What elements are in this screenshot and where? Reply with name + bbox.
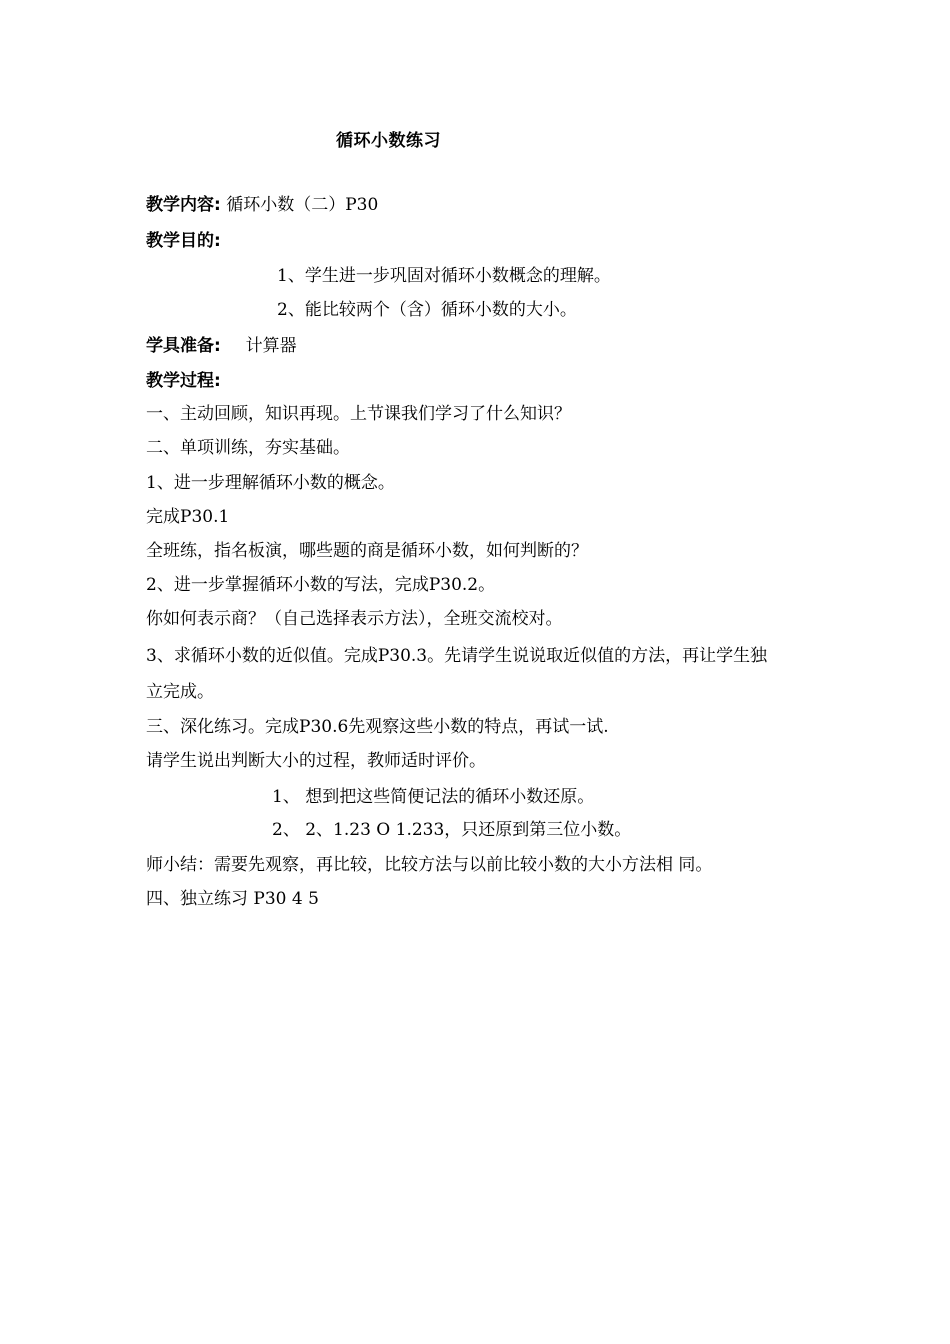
teaching-process-label: 教学过程:: [146, 371, 221, 391]
paragraph-7: 你如何表示商？（自己选择表示方法），全班交流校对。: [146, 609, 563, 629]
paragraph-13: 2、 2、1.23 O 1.233，只还原到第三位小数。: [272, 820, 632, 840]
tools-line: [146, 334, 297, 358]
teaching-process-line: [146, 369, 221, 393]
teaching-goal-label-line: [146, 229, 221, 253]
paragraph-2: 二、单项训练，夯实基础。: [146, 438, 350, 458]
paragraph-12: 1、 想到把这些简便记法的循环小数还原。: [272, 787, 595, 807]
teaching-goal-label: 教学目的:: [146, 231, 221, 251]
document-title: 循环小数练习: [336, 131, 441, 151]
paragraph-14: 师小结：需要先观察，再比较，比较方法与以前比较小数的大小方法相 同。: [146, 855, 713, 875]
paragraph-15: 四、独立练习 P30 4 5: [146, 889, 319, 909]
paragraph-8: 3、求循环小数的近似值。完成P30.3。先请学生说说取近似值的方法，再让学生独: [146, 646, 768, 666]
teaching-goal-1: 1、学生进一步巩固对循环小数概念的理解。: [277, 266, 611, 286]
paragraph-4: 完成P30.1: [146, 507, 230, 527]
teaching-content-line: [146, 193, 378, 217]
tools-value: 计算器: [245, 336, 297, 356]
teaching-content-value: 循环小数（二）P30: [226, 195, 379, 215]
paragraph-10: 三、深化练习。完成P30.6先观察这些小数的特点，再试一试.: [146, 717, 609, 737]
paragraph-5: 全班练，指名板演，哪些题的商是循环小数，如何判断的？: [146, 541, 588, 561]
teaching-goal-2: 2、能比较两个（含）循环小数的大小。: [277, 300, 577, 320]
paragraph-11: 请学生说出判断大小的过程，教师适时评价。: [146, 751, 486, 771]
paragraph-9: 立完成。: [146, 682, 214, 702]
teaching-content-label: 教学内容:: [146, 195, 221, 215]
paragraph-6: 2、进一步掌握循环小数的写法，完成P30.2。: [146, 575, 496, 595]
paragraph-3: 1、进一步理解循环小数的概念。: [146, 473, 395, 493]
tools-label: 学具准备:: [146, 336, 221, 356]
paragraph-1: 一、主动回顾，知识再现。上节课我们学习了什么知识？: [146, 404, 571, 424]
